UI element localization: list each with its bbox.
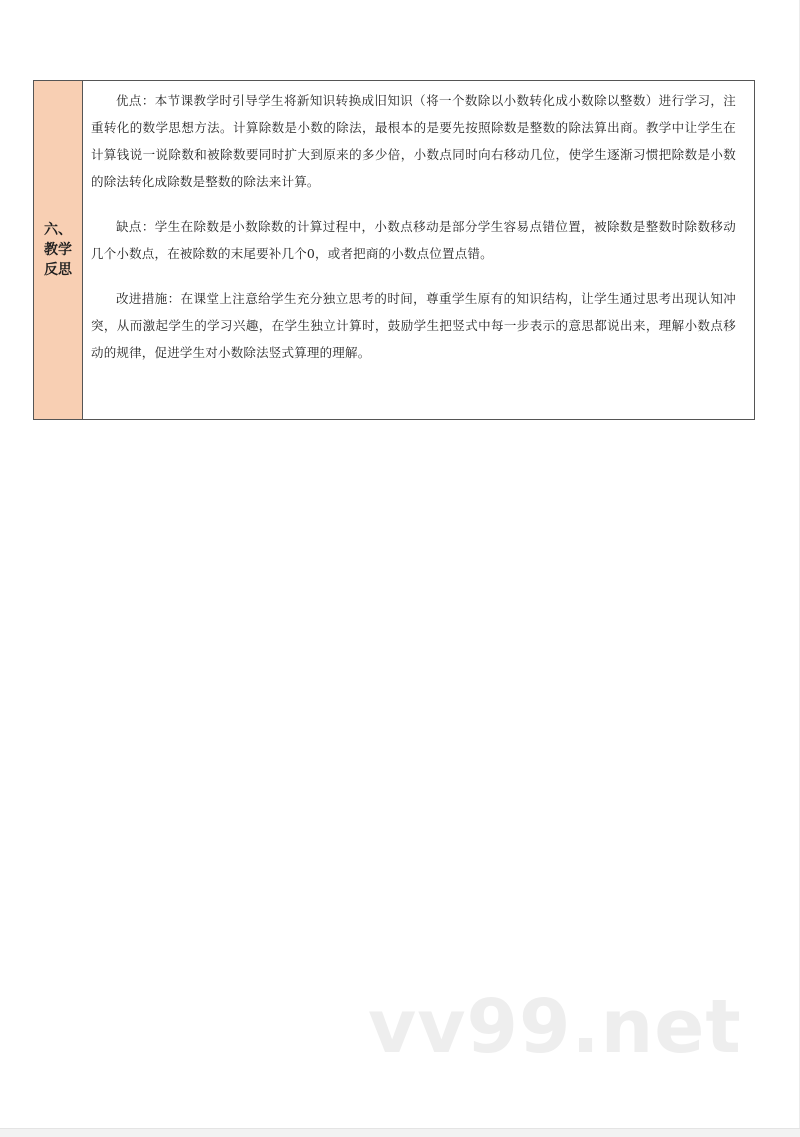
shortcomings-paragraph: 缺点：学生在除数是小数除数的计算过程中，小数点移动是部分学生容易点错位置，被除数是整数时除数移动几个小数点，在被除数的末尾要补几个0，或者把商的小数点位置点错。 <box>91 219 736 261</box>
improvement-measures-paragraph: 改进措施：在课堂上注意给学生充分独立思考的时间，尊重学生原有的知识结构，让学生通过思考出现认知冲突，从而激起学生的学习兴趣，在学生独立计算时，鼓励学生把竖式中每一步表示的意思都说出来，理解小数点移动的规律，促进学生对小数除法竖式算理的理解。 <box>91 291 736 360</box>
teaching-reflection-table <box>33 80 755 420</box>
section-title-part-1: 教学 <box>44 242 72 258</box>
advantages-paragraph: 优点：本节课教学时引导学生将新知识转换成旧知识（将一个数除以小数转化成小数除以整数）进行学习，注重转化的数学思想方法。计算除数是小数的除法，最根本的是要先按照除数是整数的除法算出商。教学中让学生在计算钱说一说除数和被除数要同时扩大到原来的多少倍，小数点同时向右移动几位，使学生逐渐习惯把除数是小数的除法转化成除数是整数的除法来计算。 <box>91 93 736 189</box>
section-title-part-2: 反思 <box>44 262 72 278</box>
section-label-cell <box>34 81 83 419</box>
page-bottom-divider <box>0 1128 800 1137</box>
section-number: 六、 <box>44 222 72 238</box>
reflection-content <box>83 81 754 419</box>
section-label <box>44 220 72 280</box>
site-watermark: vv99.net <box>368 984 742 1070</box>
